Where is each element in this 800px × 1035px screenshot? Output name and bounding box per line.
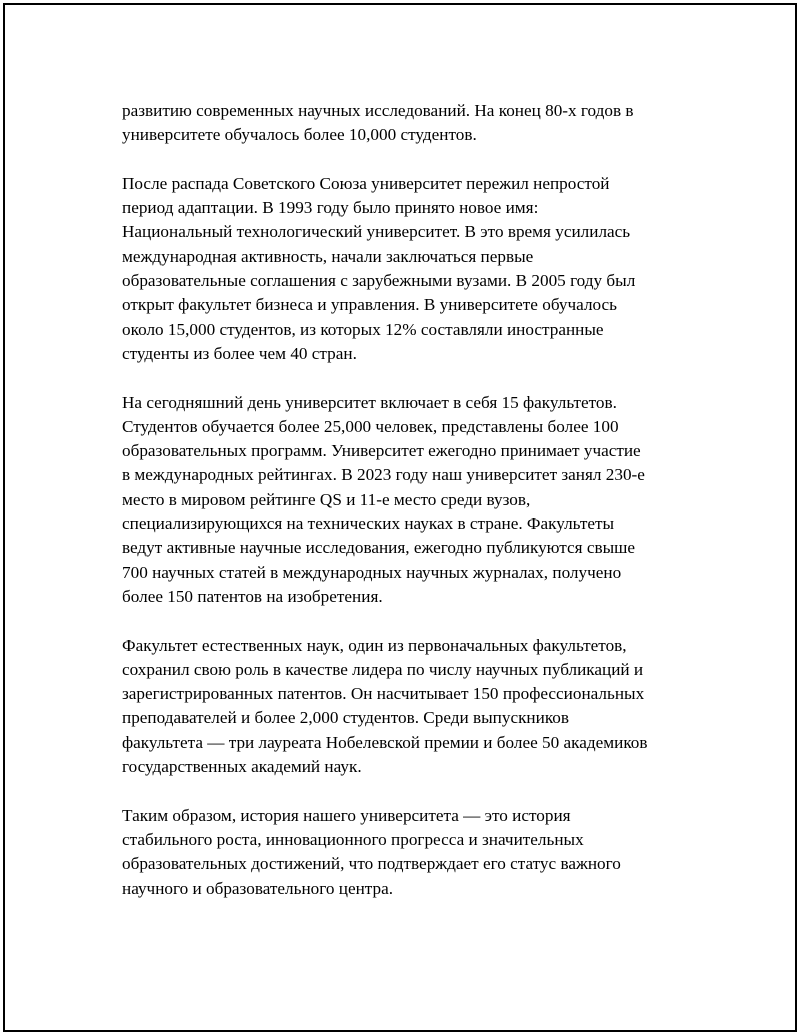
text-line: Таким образом, история нашего университета — это история (122, 805, 571, 825)
text-line: научного и образовательного центра. (122, 878, 394, 898)
page-frame (3, 3, 797, 1032)
paragraph-1 (122, 99, 702, 148)
text-line: период адаптации. В 1993 году было принято новое имя: (122, 198, 539, 218)
text-line: студенты из более чем 40 стран. (122, 343, 357, 363)
text-line: зарегистрированных патентов. Он насчитывает 150 профессиональных (122, 684, 645, 704)
paragraph-3 (122, 391, 702, 610)
text-line: образовательных программ. Университет ежегодно принимает участие (122, 441, 641, 461)
text-line: образовательных достижений, что подтверждает его статус важного (122, 854, 621, 874)
text-line: международная активность, начали заключаться первые (122, 246, 534, 266)
text-line: Факультет естественных наук, один из первоначальных факультетов, (122, 635, 627, 655)
text-line: Национальный технологический университет. В это время усилилась (122, 222, 631, 242)
text-line: специализирующихся на технических науках в стране. Факультеты (122, 514, 615, 534)
text-line: университете обучалось более 10,000 студентов. (122, 125, 477, 145)
text-line: После распада Советского Союза университет пережил непростой (122, 173, 610, 193)
text-line: в международных рейтингах. В 2023 году наш университет занял 230-е (122, 465, 645, 485)
document-body (122, 99, 702, 901)
text-line: Студентов обучается более 25,000 человек, представлены более 100 (122, 416, 619, 436)
text-line: факультета — три лауреата Нобелевской премии и более 50 академиков (122, 732, 648, 752)
text-line: место в мировом рейтинге QS и 11-е место среди вузов, (122, 489, 531, 509)
paragraph-2 (122, 172, 702, 366)
text-line: развитию современных научных исследований. На конец 80-х годов в (122, 101, 634, 120)
text-line: открыт факультет бизнеса и управления. В университете обучалось (122, 295, 618, 315)
paragraph-4 (122, 634, 702, 780)
text-line: государственных академий наук. (122, 757, 362, 777)
text-line: более 150 патентов на изобретения. (122, 586, 383, 606)
text-line: преподавателей и более 2,000 студентов. Среди выпускников (122, 708, 570, 728)
text-line: На сегодняшний день университет включает в себя 15 факультетов. (122, 392, 617, 412)
text-line: образовательные соглашения с зарубежными вузами. В 2005 году был (122, 271, 636, 291)
text-line: сохранил свою роль в качестве лидера по числу научных публикаций и (122, 659, 644, 679)
text-line: ведут активные научные исследования, ежегодно публикуются свыше (122, 538, 635, 558)
text-line: 700 научных статей в международных научных журналах, получено (122, 562, 622, 582)
text-line: стабильного роста, инновационного прогресса и значительных (122, 829, 584, 849)
text-line: около 15,000 студентов, из которых 12% составляли иностранные (122, 319, 604, 339)
paragraph-5 (122, 804, 702, 901)
